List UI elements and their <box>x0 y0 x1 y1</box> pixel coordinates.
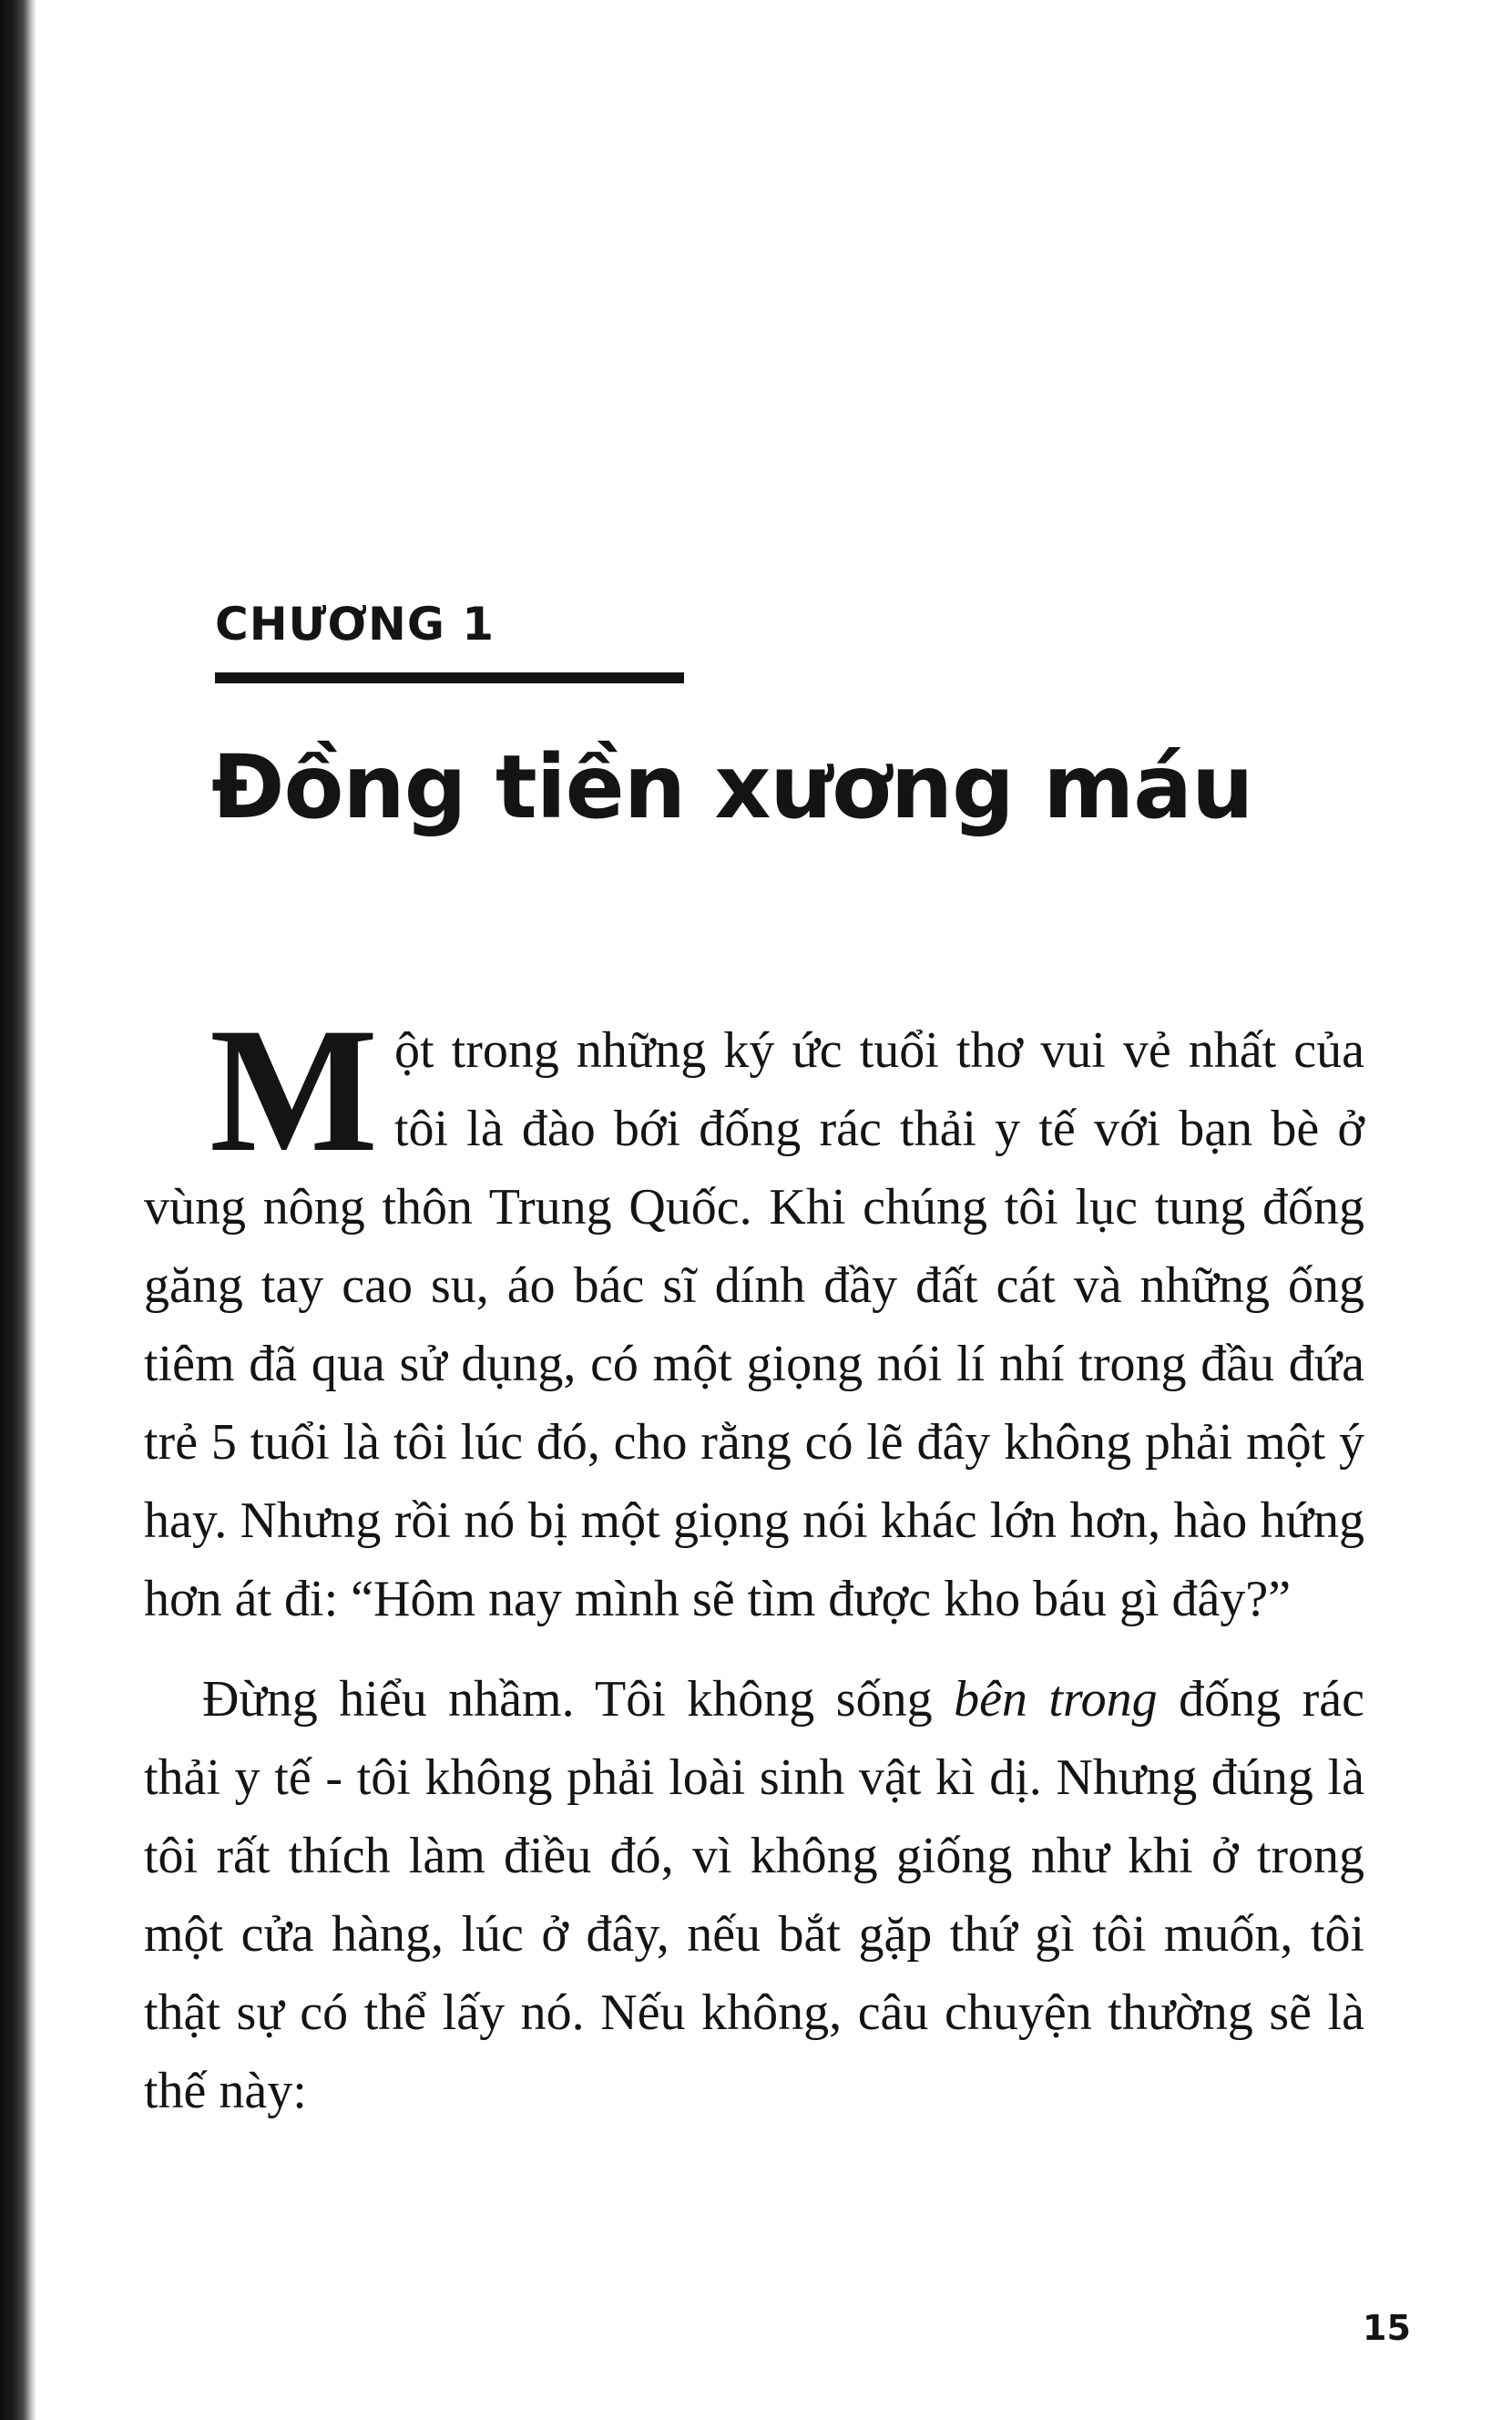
spine-shadow <box>0 0 36 2420</box>
chapter-title: Đồng tiền xương máu <box>211 736 1253 838</box>
paragraph-1-text: ột trong những ký ức tuổi thơ vui vẻ nhất của tôi là đào bới đống rác thải y tế với bạn bè ở vùng nông thôn Trung Quốc. Khi chúng tôi lục tung đống găng tay cao su, áo bác sĩ dính đầy đất cát và những ống tiêm đã qua sử dụng, có một giọng nói lí nhí trong đầu đứa trẻ 5 tuổi là tôi lúc đó, cho rằng có lẽ đây không phải một ý hay. Nhưng rồi nó bị một giọng nói khác lớn hơn, hào hứng hơn át đi: “Hôm nay mình sẽ tìm được kho báu gì đây?” <box>144 1022 1364 1627</box>
chapter-label: CHƯƠNG 1 <box>215 598 495 651</box>
chapter-rule <box>215 672 684 683</box>
paragraph-1 <box>144 991 1364 1638</box>
paragraph-2-italic: bên trong <box>954 1671 1158 1728</box>
page-number: 15 <box>1363 2308 1411 2348</box>
paragraph-2-text-before: Đừng hiểu nhầm. Tôi không sống <box>202 1671 955 1728</box>
drop-cap: M <box>209 991 378 1189</box>
paragraph-2 <box>144 1660 1364 2130</box>
body-text <box>144 991 1365 2130</box>
paragraph-2-text-after: đống rác thải y tế - tôi không phải loài sinh vật kì dị. Nhưng đúng là tôi rất thích làm điều đó, vì không giống như khi ở trong một cửa hàng, lúc ở đây, nếu bắt gặp thứ gì tôi muốn, tôi thật sự có thể lấy nó. Nếu không, câu chuyện thường sẽ là thế này: <box>144 1671 1365 2119</box>
